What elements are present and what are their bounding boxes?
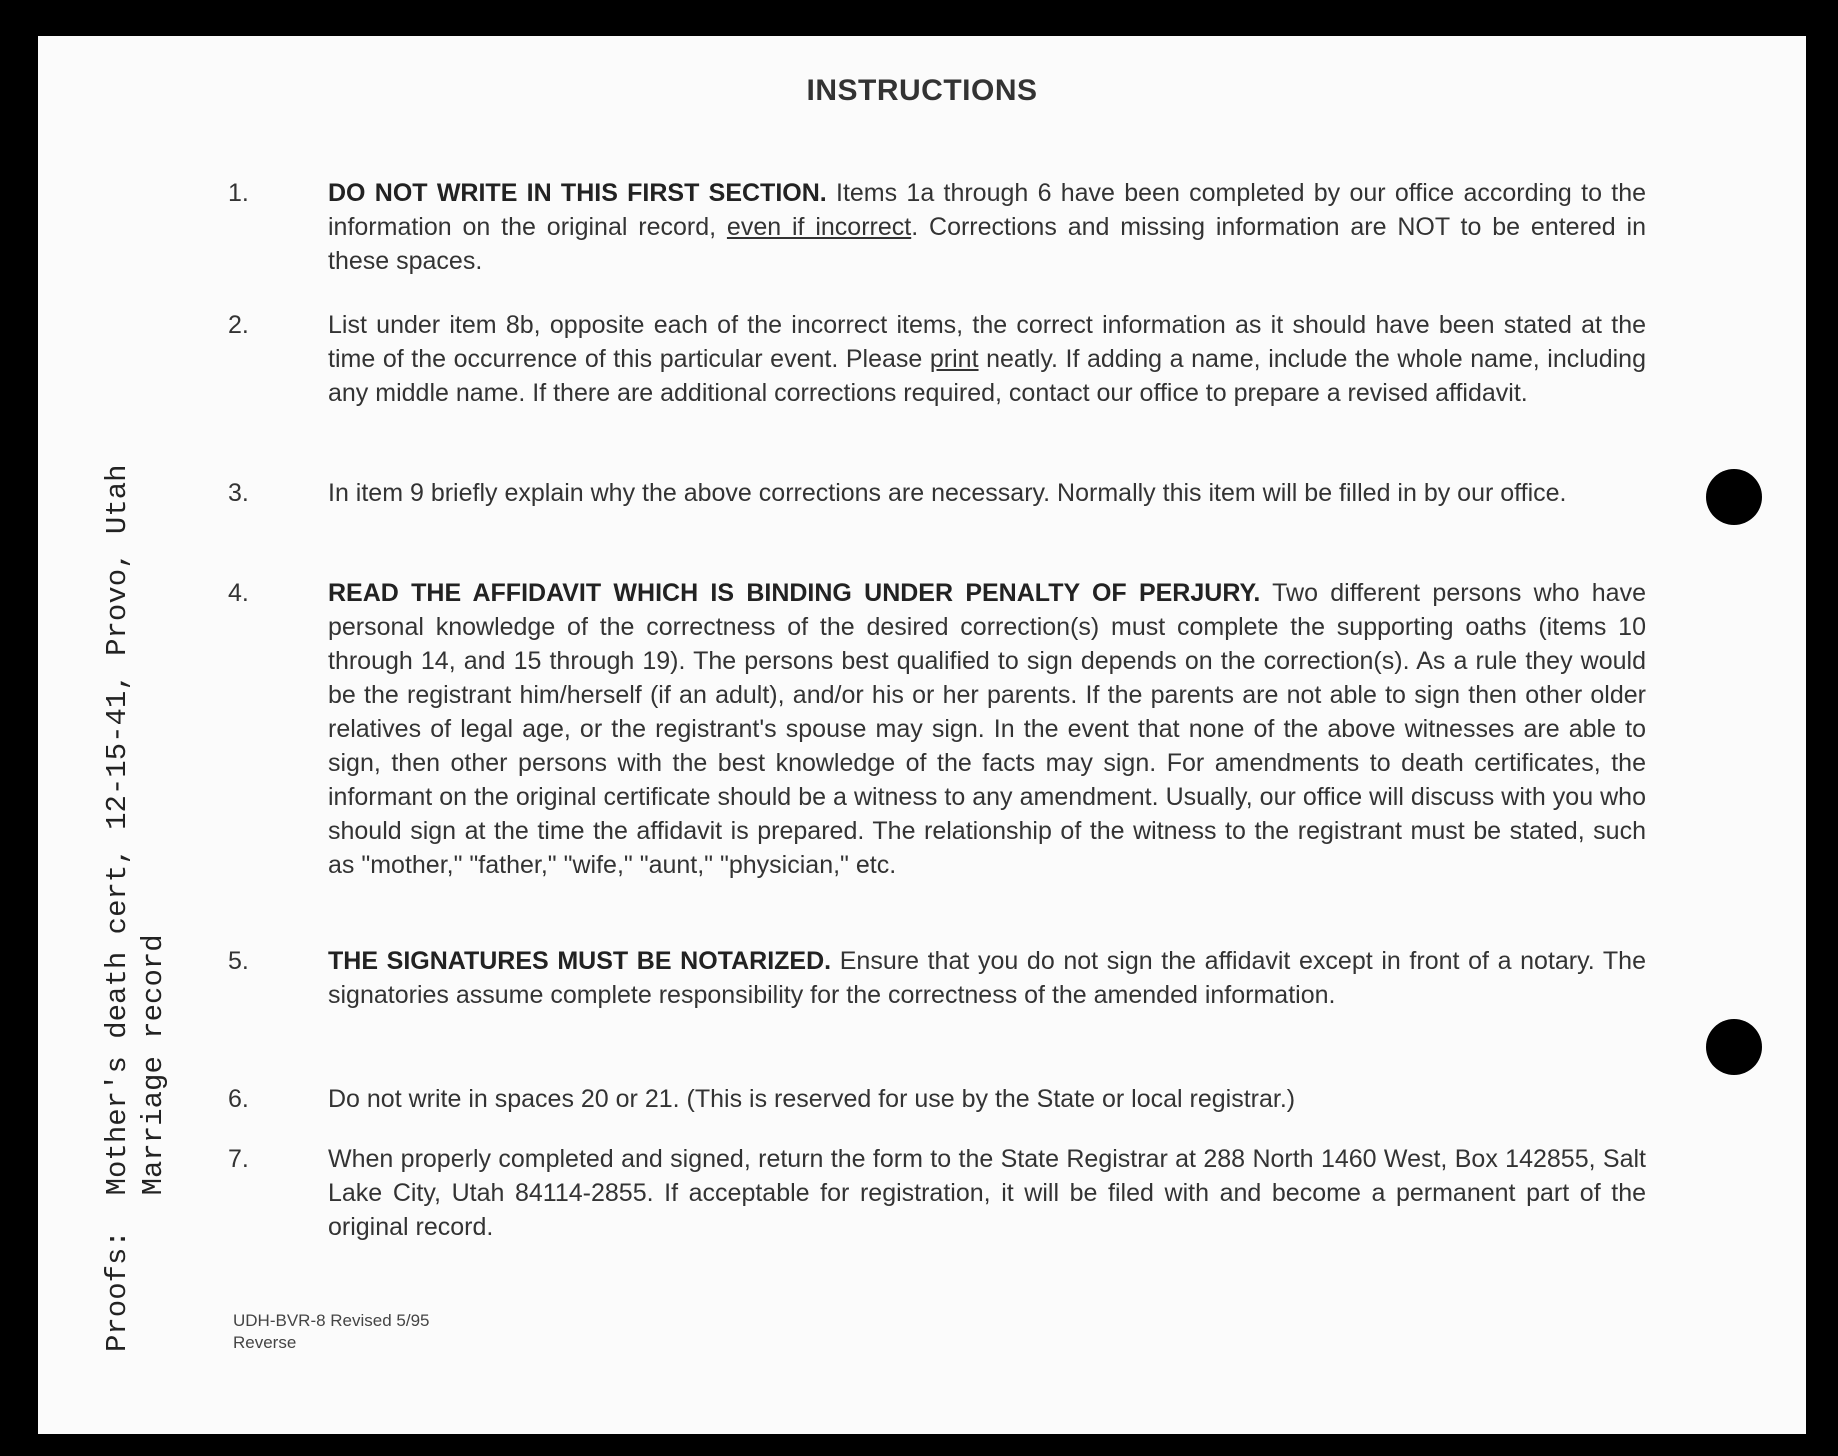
item-body: List under item 8b, opposite each of the incorrect items, the correct information as it should have been stated at the time of the occurrence of this particular event. Please [328,311,1646,373]
item-lead: DO NOT WRITE IN THIS FIRST SECTION. [328,179,827,207]
instruction-item-3 [228,476,1646,510]
proofs-line-1: Proofs: Mother's death cert, 12-15-41, Provo, Utah [101,464,134,1352]
item-body-end: neatly. If adding a name, include the whole name, including any middle name. If there are additional corrections required, contact our office to prepare a revised affidavit. [328,345,1646,407]
item-number: 6. [228,1085,249,1113]
item-number: 4. [228,579,249,607]
item-number: 2. [228,311,249,339]
item-text [328,308,1646,410]
instruction-item-4 [228,576,1646,882]
punch-hole-bottom [1706,1019,1762,1075]
item-number: 7. [228,1145,249,1173]
instruction-item-1 [228,176,1646,278]
typed-proofs-note [100,452,172,1352]
item-body: Ensure that you do not sign the affidavit except in front of a notary. The signatories assume complete responsibility for the correctness of the amended information. [328,947,1646,1009]
instruction-item-5 [228,944,1646,1012]
item-text [328,1082,1646,1116]
item-text [328,476,1646,510]
document-page [38,36,1806,1434]
instruction-item-7 [228,1142,1646,1244]
item-text [328,944,1646,1012]
item-lead: READ THE AFFIDAVIT WHICH IS BINDING UNDER PENALTY OF PERJURY. [328,579,1261,607]
item-underlined: even if incorrect [726,213,912,241]
item-underlined: print [929,345,979,373]
form-footer [233,1310,430,1354]
item-text [328,176,1646,278]
form-id: UDH-BVR-8 Revised 5/95 [233,1311,430,1330]
item-number: 5. [228,947,249,975]
page-side: Reverse [233,1333,297,1352]
item-text [328,576,1646,882]
instruction-item-6 [228,1082,1646,1116]
item-body: When properly completed and signed, return the form to the State Registrar at 288 North 1460 West, Box 142855, Salt Lake City, Utah 84114-2855. If acceptable for registration, it will be filed with and become a permanent part of the original record. [328,1145,1646,1241]
item-number: 3. [228,479,249,507]
item-body: Two different persons who have personal knowledge of the correctness of the desired correction(s) must complete the supporting oaths (items 10 through 14, and 15 through 19). The persons best qualified to sign depends on the correction(s). As a rule they would be the registrant him/herself (if an adult), and/or his or her parents. If the parents are not able to sign then other older relatives of legal age, or the registrant's spouse may sign. In the event that none of the above witnesses are able to sign, then other persons with the best knowledge of the facts may sign. For amendments to death certificates, the informant on the original certificate should be a witness to any amendment. Usually, our office will discuss with you who should sign at the time the affidavit is prepared. The relationship of the witness to the registrant must be stated, such as "mother," "father," "wife," "aunt," "physician," etc. [328,579,1646,879]
item-body: Items 1a through 6 have been completed by our office according to the information on the original record, [328,179,1647,241]
page-title: INSTRUCTIONS [806,74,1038,107]
item-body: In item 9 briefly explain why the above corrections are necessary. Normally this item will be filled in by our office. [328,479,1567,507]
proofs-line-2: Marriage record [137,934,170,1352]
item-number: 1. [228,179,249,207]
item-body-end: . Corrections and missing information are NOT to be entered in these spaces. [328,213,1647,275]
item-body: Do not write in spaces 20 or 21. (This is reserved for use by the State or local registrar.) [328,1085,1296,1113]
punch-hole-top [1706,469,1762,525]
item-lead: THE SIGNATURES MUST BE NOTARIZED. [328,947,832,975]
instruction-item-2 [228,308,1646,410]
item-text [328,1142,1646,1244]
